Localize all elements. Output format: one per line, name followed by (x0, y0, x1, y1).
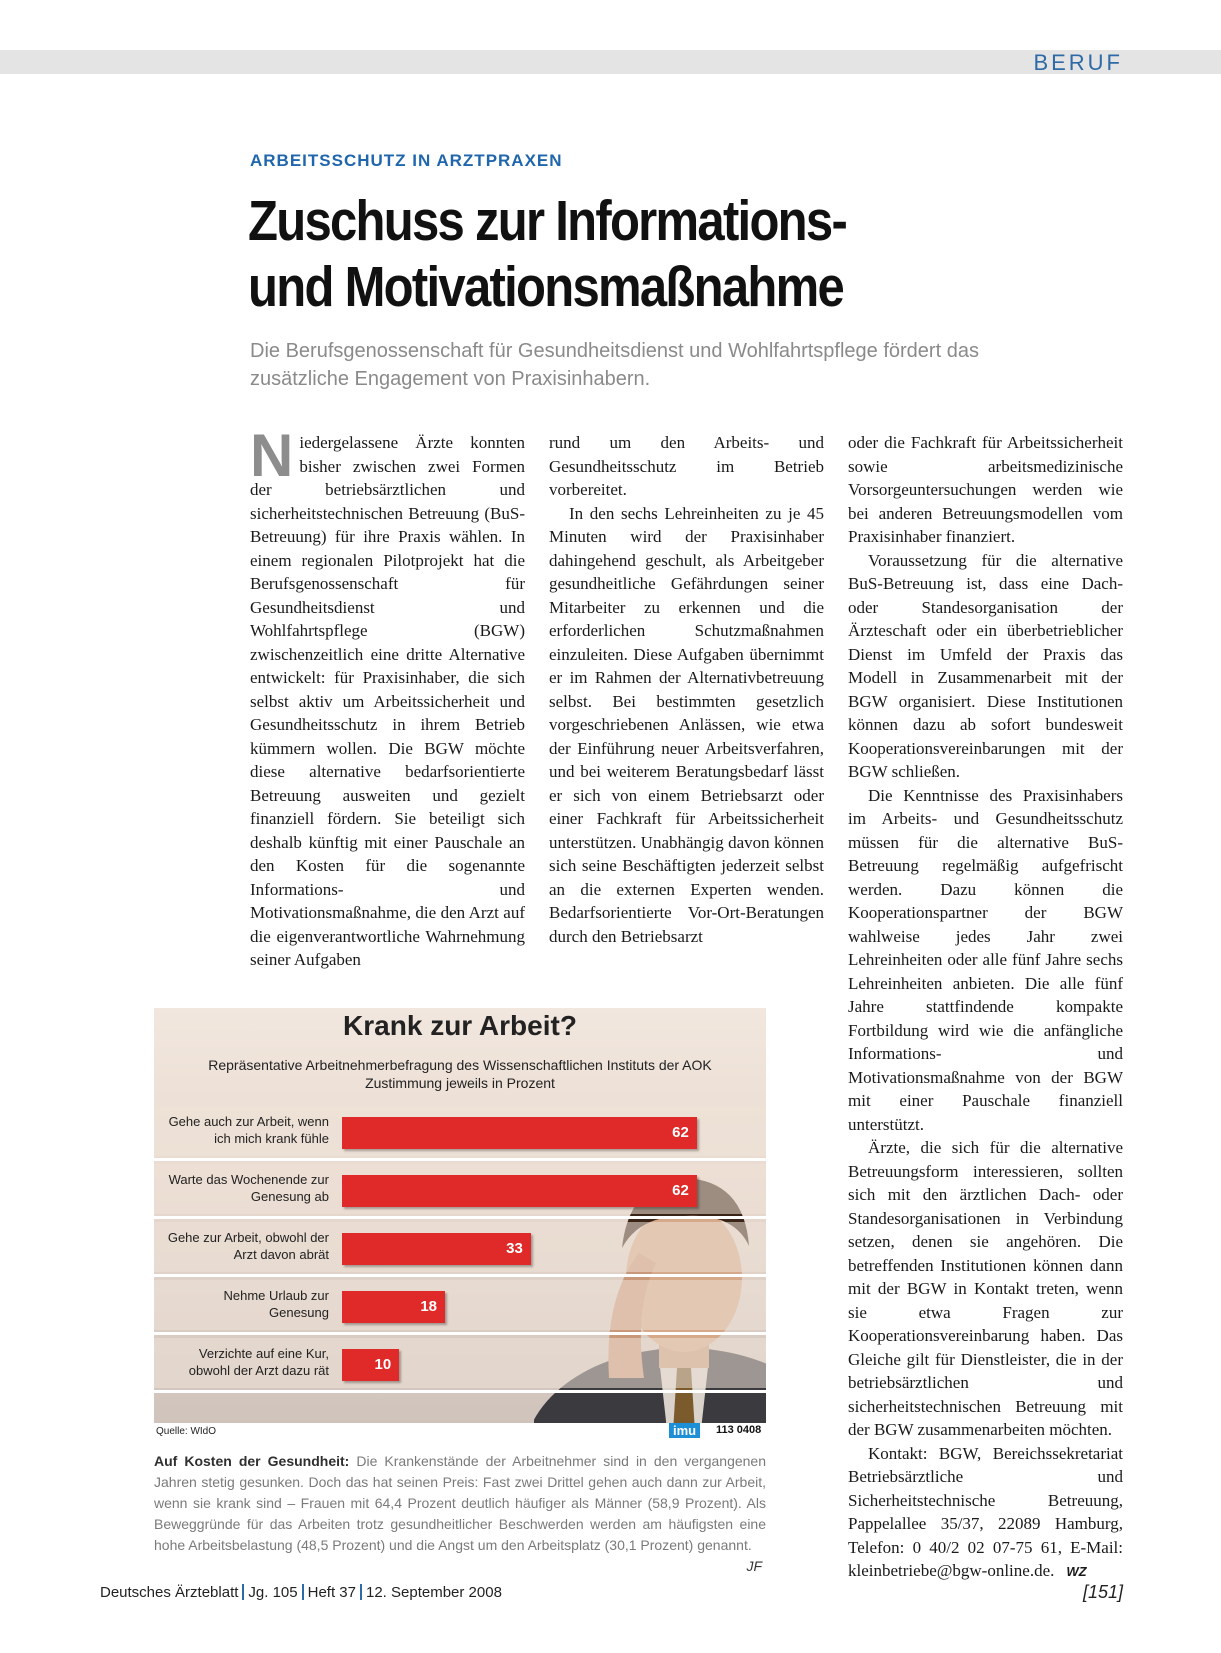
drop-cap: N (250, 422, 294, 489)
bar-value-label: 62 (672, 1124, 689, 1141)
paragraph-1 (250, 422, 525, 972)
footer-separator (242, 1584, 244, 1600)
text-column-3 (848, 431, 1123, 1584)
paragraph-8 (848, 1442, 1123, 1584)
text-column-1 (250, 422, 525, 972)
page-number: [151] (1082, 1582, 1123, 1602)
caption-lead: Auf Kosten der Gesundheit: (154, 1453, 350, 1469)
paragraph-3: In den sechs Lehreinheiten zu je 45 Minuten wird der Praxisinhaber dahingehend geschult, als Arbeitgeber gesundheitliche Gefährdungen seiner Mitarbeiter zu erkennen und die erforderlichen Schutzmaßnahmen einzuleiten. Diese Aufgaben übernimmt er im Rahmen der Alternativbetreuung selbst. Bei bestimmten gesetzlich vorgeschriebenen Anlässen, wie etwa der Einführung neuer Arbeitsverfahren, und bei weiterem Beratungsbedarf lässt er sich von einem Betriebsarzt oder einer Fachkraft für Arbeitssicherheit unterstützen. Unabhängig davon können sich seine Beschäftigten jederzeit selbst an die externen Experten wenden. Bedarfsorientierte Vor-Ort-Beratungen durch den Betriebsarzt (549, 503, 824, 946)
bar-value-label: 33 (506, 1240, 523, 1257)
chart-row (154, 1106, 766, 1162)
contact-text: Kontakt: BGW, Bereichssekretariat Betriebsärztliche und Sicherheitstechnische Betreuung, Pappelallee 35/37, 22089 Hamburg, Telefon: 0 40/2 02 07-75 61, E-Mail: kleinbetriebe@bgw-online.de. (848, 1443, 1123, 1580)
category-label: Gehe zur Arbeit, obwohl der Arzt davon abrät (167, 1230, 329, 1262)
paragraph-5: Voraussetzung für die alternative BuS-Betreuung ist, dass eine Dach- oder Standesorganisation der Ärzteschaft oder ein überbetrieblicher Dienst im Umfeld der Praxis das Modell in Zusammenarbeit mit der BGW organisiert. Diese Institutionen können dazu ab sofort bundesweit Kooperationsvereinbarungen mit der BGW schließen. (848, 550, 1123, 781)
bar-value-label: 10 (374, 1356, 392, 1373)
footer-issue: Heft 37 (307, 1584, 356, 1601)
footer-separator (302, 1584, 304, 1600)
footer-separator (360, 1584, 362, 1600)
article-subtitle: Die Berufsgenossenschaft für Gesundheitsdienst und Wohlfahrtspflege fördert das zusätzliche Engagement von Praxisinhabern. (250, 340, 979, 390)
category-label: Gehe auch zur Arbeit, wenn ich mich krank fühle (168, 1114, 329, 1146)
row-separator (154, 1274, 766, 1277)
footer-citation (100, 1584, 502, 1601)
footer-volume: Jg. 105 (248, 1584, 298, 1601)
row-separator (154, 1216, 766, 1219)
caption-text: Die Krankenstände der Arbeitnehmer sind in den vergangenen Jahren stetig gesunken. Doch das hat seinen Preis: Fast zwei Drittel gehen auch dann zur Arbeit, wenn sie krank sind – Frauen mit 64,4 Prozent deutlich häufiger als Männer (58,9 Prozent). Als Beweggründe für das Arbeiten trotz gesundheitlicher Beschwerden werden am häufigsten eine hohe Arbeitsbelastung (48,5 Prozent) und die Angst um den Arbeitsplatz (30,1 Prozent) genannt. (154, 1453, 767, 1553)
chart-source: Quelle: WIdO (156, 1426, 217, 1437)
article-kicker: ARBEITSSCHUTZ IN ARZTPRAXEN (250, 151, 563, 170)
category-label: Nehme Urlaub zur Genesung (223, 1288, 329, 1320)
row-separator (154, 1332, 766, 1335)
chart-row (154, 1280, 766, 1336)
category-label: Verzichte auf eine Kur, obwohl der Arzt dazu rät (188, 1346, 329, 1378)
author-signature: WZ (1066, 1564, 1087, 1579)
bar-value-label: 62 (672, 1182, 689, 1199)
headline-line-1: Zuschuss zur Informations- (248, 189, 847, 253)
caption-author: JF (746, 1558, 762, 1574)
row-separator (154, 1390, 766, 1393)
chart-row (154, 1222, 766, 1278)
bar (342, 1349, 399, 1381)
section-label: BERUF (1033, 50, 1123, 75)
chart-code: 113 0408 (716, 1424, 762, 1436)
chart-subtitle-line-2: Zustimmung jeweils in Prozent (365, 1075, 555, 1091)
bar-value-label: 18 (420, 1298, 437, 1315)
paragraph-7: Ärzte, die sich für die alternative Betreuungsform interessieren, sollten sich mit den ärztlichen Dach- oder Standesorganisationen in Verbindung setzen, denen sie angehören. Die betreffenden Institutionen können dann mit der BGW in Kontakt treten, wenn sie etwa Fragen zur Kooperationsvereinbarung haben. Das Gleiche gilt für Dienstleister, die in der betriebsärztlichen und sicherheitstechnischen Betreuung mit der BGW zusammenarbeiten möchten. (848, 1138, 1123, 1439)
paragraph-1-text: iedergelassene Ärzte konnten bisher zwischen zwei Formen der betriebsärztlichen und sicherheitstechnischen Betreuung (BuS-Betreuung) für ihre Praxis wählen. In einem regionalen Pilotprojekt hat die Berufsgenossenschaft für Gesundheitsdienst und Wohlfahrtspflege (BGW) zwischenzeitlich eine dritte Alternative entwickelt: für Praxisinhaber, die sich selbst aktiv um Arbeitssicherheit und Gesundheitsschutz in ihrem Betrieb kümmern wollen. Die BGW möchte diese alternative bedarfsorientierte Betreuung ausweiten und gezielt finanziell fördern. Sie beteiligt sich deshalb künftig mit einer Pauschale an den Kosten für die sogenannte Informations- und Motivationsmaßnahme, die den Arzt auf die eigenverantwortliche Wahrnehmung seiner Aufgaben (250, 433, 525, 969)
bar (342, 1291, 445, 1323)
paragraph-4: oder die Fachkraft für Arbeitssicherheit sowie arbeitsmedizinische Vorsorgeuntersuchungen werden wie bei anderen Betreuungsmodellen vom Praxisinhaber finanziert. (848, 433, 1123, 546)
chart-caption (154, 1451, 766, 1577)
chart-row (154, 1164, 766, 1220)
category-label: Warte das Wochenende zur Genesung ab (168, 1172, 329, 1204)
footer-date: 12. September 2008 (366, 1584, 502, 1601)
bar-chart (154, 1008, 766, 1423)
paragraph-6: Die Kenntnisse des Praxisinhabers im Arbeits- und Gesundheitsschutz müssen für die alternative BuS-Betreuung regelmäßig aufgefrischt werden. Dazu können die Kooperationspartner der BGW wahlweise jedes Jahr zwei Lehreinheiten oder alle fünf Jahre sechs Lehreinheiten anbieten. Die alle fünf Jahre stattfindende kompakte Fortbildung wird wie die anfängliche Informations- und Motivationsmaßnahme von der BGW mit einer Pauschale finanziell unterstützt. (848, 785, 1123, 1134)
headline-line-2: und Motivationsmaßnahme (248, 255, 844, 319)
chart-subtitle-line-1: Repräsentative Arbeitnehmerbefragung des Wissenschaftlichen Instituts der AOK (208, 1057, 712, 1073)
imu-logo: imu (669, 1423, 700, 1438)
footer-journal: Deutsches Ärzteblatt (100, 1584, 239, 1601)
paragraph-2: rund um den Arbeits- und Gesundheitsschutz im Betrieb vorbereitet. (549, 433, 824, 499)
bar (342, 1117, 697, 1149)
chart-row (154, 1338, 766, 1394)
bar (342, 1233, 531, 1265)
chart-subtitle (154, 1056, 766, 1092)
chart-title: Krank zur Arbeit? (343, 1010, 577, 1041)
row-separator (154, 1158, 766, 1161)
article-headline (248, 188, 1022, 320)
text-column-2 (549, 431, 824, 948)
bar (342, 1175, 697, 1207)
